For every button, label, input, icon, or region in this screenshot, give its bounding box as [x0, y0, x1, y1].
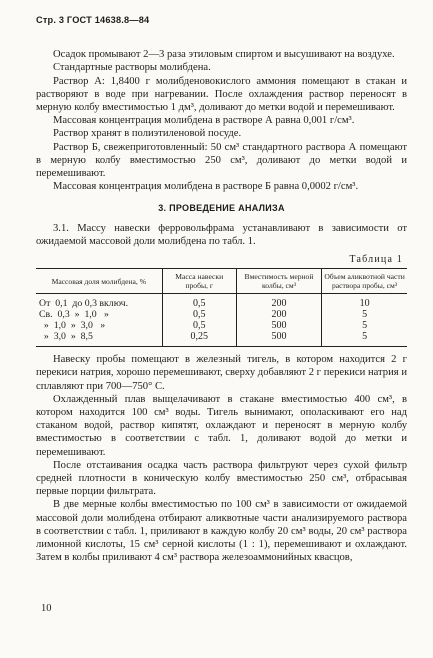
paragraph: Раствор Б, свежеприготовленный: 50 см³ стандартного раствора А помещают в мерную колбу вместимостью 250 см³, доливают до метки водой и перемешивают. [36, 141, 407, 180]
table-cell: 500 [236, 320, 321, 331]
table-cell: » 3,0 » 8,5 [36, 331, 162, 347]
table-header-cell: Массовая доля молибдена, % [36, 269, 162, 294]
table-cell: 10 [322, 294, 407, 310]
table-cell: От 0,1 до 0,3 включ. [39, 298, 129, 310]
table-cell: 5 [322, 331, 407, 347]
table-cell: 0,5 [162, 294, 236, 310]
page-header: Стр. 3 ГОСТ 14638.8—84 [36, 15, 150, 25]
table-row [36, 331, 407, 347]
table-cell: 0,5 [162, 309, 236, 320]
paragraph: Стандартные растворы молибдена. [53, 62, 211, 74]
table-1 [36, 268, 407, 347]
paragraph: После отстаивания осадка часть раствора фильтруют через сухой фильтр средней плотности в коническую колбу вместимостью 250 см³, отбрасывая первые порции фильтрата. [36, 459, 407, 498]
table-cell: 5 [322, 320, 407, 331]
table-cell: » 1,0 » 3,0 » [39, 320, 106, 332]
paragraph-3-1: 3.1. Массу навески ферровольфрама устанавливают в зависимости от ожидаемой массовой доли молибдена по табл. 1. [36, 222, 407, 247]
table-row [36, 309, 407, 320]
table-row [36, 294, 407, 310]
table-cell: 200 [236, 294, 321, 310]
table-row [36, 320, 407, 331]
table-cell: Св. 0,3 » 1,0 » [39, 309, 109, 321]
paragraph: Навеску пробы помещают в железный тигель, в котором находится 2 г перекиси натрия, хорошо перемешивают, сверху добавляют 2 г перекиси натрия и сплавляют при 700—750° С. [36, 354, 407, 392]
paragraph: Массовая концентрация молибдена в растворе А равна 0,001 г/см³. [53, 115, 355, 127]
table-header-cell: Объем аликвотной части раствора пробы, см³ [322, 269, 407, 294]
table-header-cell: Вместимость мерной колбы, см³ [236, 269, 321, 294]
paragraph: Массовая концентрация молибдена в растворе Б равна 0,0002 г/см³. [53, 181, 359, 193]
paragraph: Охлажденный плав выщелачивают в стакане вместимостью 400 см³, в котором находится 100 см³ воды. Тигель вынимают, ополаскивают его над стаканом водой, раствор кипятят, охлаждают и переносят в мерную колбу вместимостью в соответствии с табл. 1, доливают водой до метки и перемешивают. [36, 393, 407, 458]
table-cell: 5 [322, 309, 407, 320]
paragraph: Раствор хранят в полиэтиленовой посуде. [53, 128, 242, 140]
table-cell: 0,5 [162, 320, 236, 331]
table-header-row [36, 269, 407, 294]
table-cell: 0,25 [162, 331, 236, 347]
paragraph: В две мерные колбы вместимостью по 100 см³ в зависимости от ожидаемой массовой доли молибдена отбирают аликвотные части анализируемого раствора в соответствии с табл. 1, приливают в каждую колбу 20 см³ воды, 20 см³ раствора лимонной кислоты, 15 см³ серной кислоты (1 : 1), перемешивают и охлаждают. Затем в колбы приливают 4 см³ раствора железоаммонийных квасцов, [36, 499, 407, 564]
page-number: 10 [41, 603, 52, 614]
paragraph: Осадок промывают 2—3 раза этиловым спиртом и высушивают на воздухе. [53, 49, 395, 61]
paragraph: Раствор А: 1,8400 г молибденовокислого аммония помещают в стакан и растворяют в воде при нагревании. После охлаждения раствор переносят в мерную колбу вместимостью 1 дм³, доливают до метки водой и перемешивают. [36, 75, 407, 114]
section-title: 3. ПРОВЕДЕНИЕ АНАЛИЗА [158, 203, 285, 214]
table-cell: 500 [236, 331, 321, 347]
table-caption: Таблица 1 [349, 254, 403, 266]
document-page [36, 14, 407, 565]
table-header-cell: Масса навески пробы, г [162, 269, 236, 294]
table-cell: 200 [236, 309, 321, 320]
